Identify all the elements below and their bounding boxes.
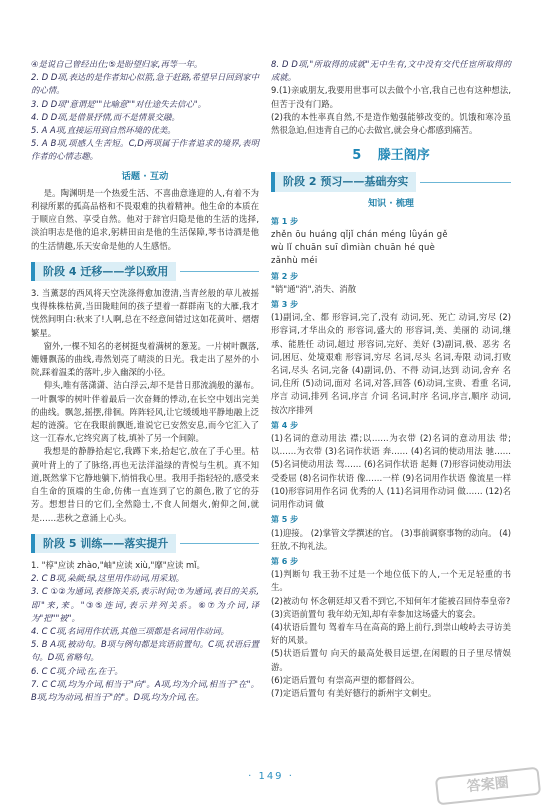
step-line: (1)判断句 我王勃不过是一个地位低下的人,一个无足轻重的书生。 [271,569,511,593]
step-label: 第 6 步 [271,556,299,566]
stage5-banner [31,534,259,553]
lesson-title [271,149,511,162]
step-label: 第 2 步 [271,271,299,281]
watermark-logo: 答案圈 [435,767,541,805]
step-line: (1)名词的意动用法 襟;以……为衣带 (2)名词的意动用法 带;以……为衣带 (3)名词作状语 奔…… (4)名词的使动用法 驰…… (5)名词使动用法 驾…… (6)名词作状语 起舞 (7)形容词使动用法 受委屈 (8)名词作状语 像……一样 (9)名词用作状语 像流星一样 (10)形容词用作名词 优秀的人 (11)名词用作动词 做…… (12)名词用作动词 做 [271,433,511,510]
answer-line: 3. C ①②为通词,表修饰关系,表示时间;⑦为通词,表目的关系,即"来,来。"③⑤连词,表示并列关系。⑥⑦为介词,译为"把""被"。 [31,586,259,623]
knowledge-heading: 知识 · 梳理 [368,198,414,209]
topic-paragraph: 是。陶渊明是一个热爱生活、不喜曲意逢迎的人,有着不为利禄所累的孤高品格和不畏艰难的执着精神。他生命的本质在于顺应自然、享受自然。他对于辞官归隐是他的生活的选择,淡泊明志是他的追求,躬耕田亩是他的生活保障,琴书诗酒是他的生活情趣,乐天安命是他的人生感悟。 [31,187,259,251]
stage2-banner [271,172,511,191]
answer-line: 5. A B项,项感人生苦短。C,D两项属于作者追求的境界,表明作者的心情志趣。 [31,138,259,162]
answer-line: 5. B A项,被动句。B项与例句都是宾语前置句。C项,状语后置句。D项,省略句。 [31,639,259,663]
step-line: (6)定语后置句 有崇高声望的都督阎公。 [271,674,420,685]
pinyin-line: zǎnhù méi [271,255,318,266]
answer-line: 7. C C项,均为介词,相当于"向"。A项,均为介词,相当于"在"。B项,均为动词,相当于"的"。D项,均为介词,在。 [31,678,259,702]
step-line: (3)宾语前置句 我年幼无知,却有幸参加这场盛大的宴会。 [271,608,481,619]
lesson-number: 5 [352,148,362,164]
step-label: 第 1 步 [271,216,299,226]
essay-paragraph: 3. 当薰瑟的西风将天空洗涤得愈加澄清,当青丝般的草儿被摇曳得株株枯黄,当田陇畦间的孩子望着一群群南飞的大雁,我才恍然间明白:秋来了!人啊,总在不经意间错过这如花黄叶、熠熠繁星。 [31,288,259,338]
pinyin-line: wù lǐ chuān suī dìmiàn chuān hé què [271,242,436,253]
step-line: "销"通"消",消失、消散 [271,283,357,294]
answer-line: 4. D D项,是借景抒情,而不是情景交融。 [31,111,180,122]
step-label: 第 5 步 [271,515,299,525]
left-column [31,58,259,704]
essay-paragraph: 我想是的静静拾起它,我蹲下来,拾起它,放在了手心里。枯黄叶背上的了了脉络,再也无法洋溢绿的青悦与生机。真不知道,既然掌下它静地躺下,悄悄我心里。我用手指轻轻的,感受来自生命的顶端的生命,仿佛一直连到了它的颜色,散了它的芬芳。想想昔日的它们,全然隐士,不食人间烟火,俯仰之间,就是……悲秋之意涌上心头。 [31,446,259,523]
banner-rule [180,271,259,272]
step-label: 第 3 步 [271,300,299,310]
answer-line: 5. A A项,直接运用到自然环境的优美。 [31,125,176,136]
banner-rule [180,543,259,544]
answer-line: (2)我的本性率真自然,不是造作勉强能够改变的。饥饿和寒冷虽然很急迫,但违背自己的心去做官,就会身心都感到痛苦。 [271,111,511,136]
stage4-banner [31,262,259,281]
right-column [271,58,511,700]
page-number: · 149 · [248,771,294,782]
stage5-label: 阶段 5 训练——落实提升 [31,534,176,553]
step-line: (1)副词,全、都 形容词,完了,没有 动词,死、死亡 动词,穷尽 (2)形容词,才华出众的 形容词,盛大的 形容词,美、美丽的 动词,继承、能胜任 动词,超过 形容词,完好、美好 (3)副词,极、恶劣 名词,困厄、处境艰难 形容词,穷尽 名词,尽头 名词,寿限 动词,打败 名词,尽头 名词,完备 (4)副词,仍、不得 动词,达到 动词,舍弃 名词,住所 (5)动词,面对 名词,对答,回答 (6)动词,宝贵、看重 名词,序言 动词,排列 名词,序言 介词 名词,时序 名词,序言,顺序 动词,按次序排列 [271,312,511,415]
essay-paragraph: 仰头,唯有落潇潇、洁白浮云,却不是昔日那流淌般的瀑布。一叶飘零的树叶伴着最后一次奋舞的悸动,在长空中划出完美的曲线。飘忽,摇摆,徘徊。阵阵轻风,让它缓缓地平静地融上泛起的涟漪。它在我眼前飘逝,谁说它已安然安息,而今它汇入了这一江春水,它终究离了枝,填补了另一个间隙。 [31,380,259,444]
answer-line: 2. C B项,朵颜;绿,这里用作动词,用采划。 [31,573,184,584]
topic-heading: 话题 · 互动 [121,170,169,182]
step-line: (4)状语后置句 驾着车马在高高的路上前行,到崇山峻岭去寻访美好的风景。 [271,621,511,646]
answer-line: 4. C C项,名词用作状语,其他三项都是名词用作动词。 [31,625,229,636]
answer-line: 8. D D项,"所取得的成就"无中生有,文中没有交代任宦所取得的成就。 [271,59,511,83]
step-line: (2)被动句 怀念朝廷却又看不到它,不知何年才能被召回侍奉皇帝? [271,595,511,606]
step-line: (1)迎接。 (2)掌管文学撰述的官。 (3)事前调察事物的动向。 (4)狂放,不拘礼法。 [271,527,511,551]
answer-line: 9.(1)亲戚朋友,我要用世事可以去做个小官,我自己也有这种想法,但苦于没有门路。 [271,85,511,109]
step-label: 第 4 步 [271,420,299,430]
answer-line: 2. D D项,表达的是作者知心似箭,急于赶路,希望早日回到家中的心情。 [31,72,259,96]
answer-line: 1. "椁"应读 zhào,"岫"应读 xiù,"靡"应读 mǐ。 [31,559,205,570]
answer-line: ④是说自己曾经出仕;⑤是盼望归家,再等一年。 [31,59,203,69]
stage4-label: 阶段 4 迁移——学以致用 [31,262,176,281]
pinyin-line: zhěn ōu huáng qǐjǐ chán méng lǜyán gě [271,229,448,240]
step-line: (5)状语后置句 向天的最高处极目远望,在闲暇的日子里尽情娱游。 [271,648,511,672]
lesson-name: 滕王阁序 [377,148,430,164]
step-line: (7)定语后置句 有美好德行的新州宇文刺史。 [271,687,437,698]
banner-rule [420,182,511,183]
answer-line: 3. D D项"意谓是""比喻意""对仕途失去信心"。 [31,98,206,109]
essay-paragraph: 窗外,一棵不知名的老树挺曳着满树的葱茏。一片树叶飘落,姗姗飘荡的曲线,毒然划亮了晴淡的日光。我走出了屋外的小院,踩着温柔的落叶,步入幽深的小径。 [31,340,259,378]
answer-line: 6. C C项,介词;在,在于。 [31,665,123,676]
stage2-label: 阶段 2 预习——基础夯实 [271,172,416,191]
